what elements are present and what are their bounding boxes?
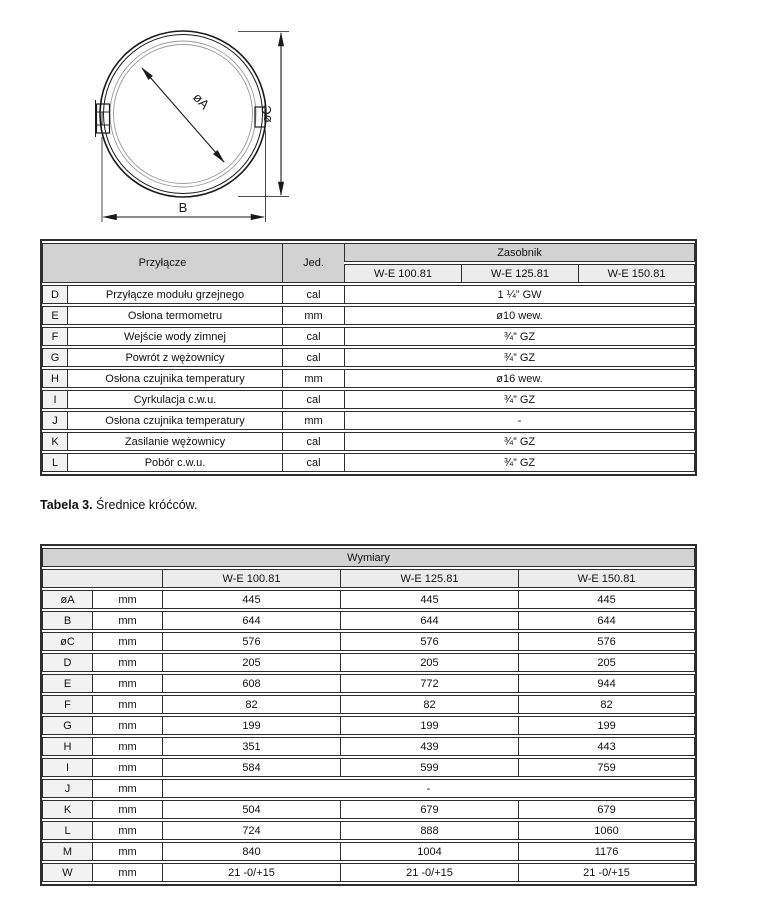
row-value: - bbox=[344, 411, 695, 430]
row-unit: cal bbox=[282, 432, 344, 451]
row-value: 439 bbox=[340, 737, 518, 756]
row-key: I bbox=[42, 390, 67, 409]
row-description: Osłona czujnika temperatury bbox=[67, 369, 282, 388]
row-value: 504 bbox=[162, 800, 340, 819]
row-value: 1 ¼” GW bbox=[344, 285, 695, 304]
row-unit: mm bbox=[92, 737, 162, 756]
diameter-c-label: øC bbox=[259, 105, 274, 123]
table-row bbox=[42, 285, 695, 304]
table-row bbox=[42, 842, 695, 861]
table-caption bbox=[40, 498, 198, 512]
row-value: 21 -0/+15 bbox=[162, 863, 340, 882]
row-description: Osłona termometru bbox=[67, 306, 282, 325]
row-key: G bbox=[42, 348, 67, 367]
table-row bbox=[42, 611, 695, 630]
row-value: 445 bbox=[518, 590, 695, 609]
table-row bbox=[42, 653, 695, 672]
row-key: H bbox=[42, 369, 67, 388]
row-key: E bbox=[42, 674, 92, 693]
dimensions-table bbox=[40, 544, 697, 886]
table-row bbox=[42, 821, 695, 840]
row-value: 199 bbox=[340, 716, 518, 735]
row-description: Osłona czujnika temperatury bbox=[67, 411, 282, 430]
row-key: I bbox=[42, 758, 92, 777]
row-value: 445 bbox=[162, 590, 340, 609]
table-subheader-row bbox=[42, 569, 695, 588]
row-key: øA bbox=[42, 590, 92, 609]
row-value: 445 bbox=[340, 590, 518, 609]
row-value: 576 bbox=[162, 632, 340, 651]
row-key: K bbox=[42, 800, 92, 819]
row-value: 599 bbox=[340, 758, 518, 777]
row-value: 21 -0/+15 bbox=[340, 863, 518, 882]
row-value: ¾” GZ bbox=[344, 432, 695, 451]
table-row bbox=[42, 453, 695, 472]
row-unit: cal bbox=[282, 390, 344, 409]
caption-number: Tabela 3. bbox=[40, 497, 93, 512]
tank-shell-circles bbox=[100, 31, 266, 197]
row-value: 205 bbox=[162, 653, 340, 672]
row-value: 608 bbox=[162, 674, 340, 693]
table-row bbox=[42, 674, 695, 693]
row-value: 199 bbox=[162, 716, 340, 735]
row-value: 759 bbox=[518, 758, 695, 777]
row-unit: mm bbox=[92, 653, 162, 672]
row-key: D bbox=[42, 653, 92, 672]
row-unit: mm bbox=[92, 863, 162, 882]
row-key: øC bbox=[42, 632, 92, 651]
diameter-a-label: øA bbox=[190, 89, 213, 113]
row-value: 1176 bbox=[518, 842, 695, 861]
dimension-width-b bbox=[102, 131, 266, 222]
row-key: M bbox=[42, 842, 92, 861]
row-value: 82 bbox=[162, 695, 340, 714]
row-unit: mm bbox=[92, 758, 162, 777]
row-key: G bbox=[42, 716, 92, 735]
row-value: ¾” GZ bbox=[344, 390, 695, 409]
row-key: L bbox=[42, 821, 92, 840]
table-row bbox=[42, 863, 695, 882]
table-title-row bbox=[42, 548, 695, 567]
row-value: 1004 bbox=[340, 842, 518, 861]
row-value: 644 bbox=[518, 611, 695, 630]
row-unit: mm bbox=[282, 306, 344, 325]
row-value: 443 bbox=[518, 737, 695, 756]
row-value: 82 bbox=[340, 695, 518, 714]
row-value: 21 -0/+15 bbox=[518, 863, 695, 882]
row-value: 205 bbox=[340, 653, 518, 672]
row-key: E bbox=[42, 306, 67, 325]
row-unit: mm bbox=[92, 821, 162, 840]
row-key: F bbox=[42, 695, 92, 714]
header-model: W-E 100.81 bbox=[162, 569, 340, 588]
row-value: 840 bbox=[162, 842, 340, 861]
row-value: 644 bbox=[340, 611, 518, 630]
row-value: 772 bbox=[340, 674, 518, 693]
row-description: Zasilanie wężownicy bbox=[67, 432, 282, 451]
row-value-merged: - bbox=[162, 779, 695, 798]
table-row bbox=[42, 716, 695, 735]
row-value: 679 bbox=[518, 800, 695, 819]
table-row bbox=[42, 758, 695, 777]
table-row bbox=[42, 306, 695, 325]
caption-text: Średnice króćców. bbox=[92, 497, 198, 512]
dimension-diameter-c bbox=[238, 32, 289, 197]
row-value: 205 bbox=[518, 653, 695, 672]
table-row bbox=[42, 779, 695, 798]
header-empty bbox=[42, 569, 162, 588]
row-value: ø16 wew. bbox=[344, 369, 695, 388]
row-key: B bbox=[42, 611, 92, 630]
row-unit: mm bbox=[92, 842, 162, 861]
row-value: ¾” GZ bbox=[344, 453, 695, 472]
dimension-diameter-a bbox=[142, 68, 224, 162]
row-description: Przyłącze modułu grzejnego bbox=[67, 285, 282, 304]
row-key: W bbox=[42, 863, 92, 882]
row-value: 1060 bbox=[518, 821, 695, 840]
row-description: Cyrkulacja c.w.u. bbox=[67, 390, 282, 409]
row-key: K bbox=[42, 432, 67, 451]
row-unit: mm bbox=[92, 695, 162, 714]
table-row bbox=[42, 411, 695, 430]
row-value: 888 bbox=[340, 821, 518, 840]
tank-top-view-drawing bbox=[30, 14, 315, 232]
row-value: 944 bbox=[518, 674, 695, 693]
row-unit: mm bbox=[92, 611, 162, 630]
row-unit: mm bbox=[282, 369, 344, 388]
row-key: H bbox=[42, 737, 92, 756]
row-unit: cal bbox=[282, 285, 344, 304]
row-unit: mm bbox=[92, 779, 162, 798]
row-description: Powrót z wężownicy bbox=[67, 348, 282, 367]
row-key: D bbox=[42, 285, 67, 304]
row-value: 644 bbox=[162, 611, 340, 630]
row-unit: mm bbox=[92, 674, 162, 693]
header-zasobnik: Zasobnik bbox=[344, 243, 695, 262]
table-row bbox=[42, 432, 695, 451]
row-value: 199 bbox=[518, 716, 695, 735]
row-unit: cal bbox=[282, 453, 344, 472]
row-value: 584 bbox=[162, 758, 340, 777]
row-description: Pobór c.w.u. bbox=[67, 453, 282, 472]
header-przylacze: Przyłącze bbox=[42, 243, 282, 283]
row-unit: cal bbox=[282, 348, 344, 367]
row-key: F bbox=[42, 327, 67, 346]
row-unit: mm bbox=[282, 411, 344, 430]
table-row bbox=[42, 800, 695, 819]
row-value: 679 bbox=[340, 800, 518, 819]
header-model: W-E 125.81 bbox=[340, 569, 518, 588]
row-key: J bbox=[42, 779, 92, 798]
table-row bbox=[42, 632, 695, 651]
table-row bbox=[42, 390, 695, 409]
row-description: Wejście wody zimnej bbox=[67, 327, 282, 346]
row-value: 82 bbox=[518, 695, 695, 714]
table-row bbox=[42, 348, 695, 367]
table-row bbox=[42, 327, 695, 346]
row-value: 351 bbox=[162, 737, 340, 756]
width-b-label: B bbox=[178, 200, 188, 215]
table-row bbox=[42, 590, 695, 609]
row-unit: mm bbox=[92, 716, 162, 735]
row-unit: mm bbox=[92, 800, 162, 819]
row-unit: mm bbox=[92, 632, 162, 651]
row-value: 576 bbox=[518, 632, 695, 651]
header-model: W-E 150.81 bbox=[518, 569, 695, 588]
connections-table bbox=[40, 239, 697, 476]
table-row bbox=[42, 369, 695, 388]
header-model: W-E 100.81 bbox=[344, 264, 461, 283]
row-key: J bbox=[42, 411, 67, 430]
header-model: W-E 125.81 bbox=[461, 264, 578, 283]
table-row bbox=[42, 695, 695, 714]
table-header-row bbox=[42, 243, 695, 262]
table-row bbox=[42, 737, 695, 756]
row-key: L bbox=[42, 453, 67, 472]
row-value: ¾” GZ bbox=[344, 348, 695, 367]
row-value: ¾” GZ bbox=[344, 327, 695, 346]
row-value: 724 bbox=[162, 821, 340, 840]
header-wymiary: Wymiary bbox=[42, 548, 695, 567]
row-unit: cal bbox=[282, 327, 344, 346]
row-unit: mm bbox=[92, 590, 162, 609]
header-jed: Jed. bbox=[282, 243, 344, 283]
row-value: ø10 wew. bbox=[344, 306, 695, 325]
header-model: W-E 150.81 bbox=[578, 264, 695, 283]
row-value: 576 bbox=[340, 632, 518, 651]
